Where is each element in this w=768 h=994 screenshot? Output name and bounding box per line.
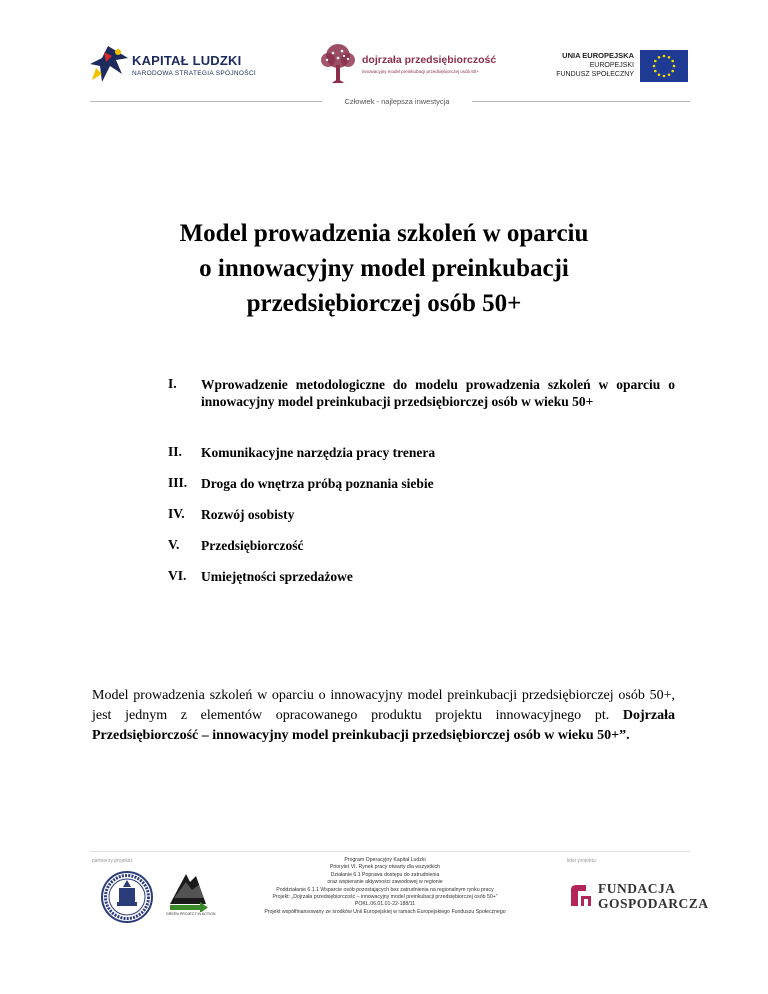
toc-number: II.: [168, 444, 182, 459]
toc-number: IV.: [168, 506, 185, 521]
green-logo-caption: GREEN PROJECT IN ACTION: [166, 912, 216, 916]
kapital-ludzki-emblem-icon: [88, 44, 130, 84]
toc-item-text: Przedsiębiorczość: [201, 538, 304, 553]
intro-bold-text: Dojrzała Przedsiębiorczość – innowacyjny model preinkubacji przedsiębiorczej osób w wieku 50+”.: [92, 707, 675, 743]
header-rule-right: [472, 101, 690, 102]
program-line: Projekt współfinansowany ze środków Unii Europejskiej w ramach Europejskiego Funduszu Społecznego: [264, 908, 506, 915]
ue-line3: FUNDUSZ SPOŁECZNY: [556, 71, 634, 78]
intro-paragraph: [92, 686, 675, 745]
title-line-3: przedsiębiorczej osób 50+: [246, 290, 522, 317]
title-line-2: o innowacyjny model preinkubacji: [199, 255, 569, 282]
toc-item-text: Umiejętności sprzedażowe: [201, 569, 353, 584]
program-line: Poddziałanie 6.1.1 Wsparcie osób pozostających bez zatrudnienia na regionalnym rynku pracy: [276, 886, 494, 893]
toc-item-text: Wprowadzenie metodologiczne do modelu prowadzenia szkoleń w oparciu o innowacyjny model preinkubacji przedsiębiorczej osób w wieku 50+: [201, 377, 675, 409]
program-line: Projekt: „Dojrzała przedsiębiorczość – innowacyjny model preinkubacji przedsiębiorczej osób 50+”: [272, 894, 498, 901]
ue-line1: UNIA EUROPEJSKA: [562, 51, 634, 60]
header-rule-left: [90, 101, 322, 102]
program-info: [240, 857, 530, 916]
partners-label: partnerzy projektu:: [92, 858, 134, 864]
program-line: Program Operacyjny Kapitał Ludzki: [344, 857, 426, 863]
toc-item-text: Komunikacyjne narzędzia pracy trenera: [201, 445, 436, 460]
dojrzala-logo: [318, 43, 508, 85]
page-title: [100, 216, 668, 321]
program-line: Działanie 6.1 Poprawa dostępu do zatrudnienia: [330, 871, 440, 878]
tagline: Człowiek - najlepsza inwestycja: [344, 97, 450, 106]
kapital-title: KAPITAŁ LUDZKI: [132, 53, 242, 68]
title-line-1: Model prowadzenia szkoleń w oparciu: [179, 220, 589, 247]
kapital-subtitle: NARODOWA STRATEGIA SPÓJNOŚCI: [132, 70, 256, 77]
eu-flag-icon: [640, 50, 688, 82]
green-project-icon: [166, 868, 210, 912]
tree-icon: [318, 43, 358, 85]
project-title: dojrzała przedsiębiorczość: [362, 54, 497, 66]
ue-logo: [548, 50, 688, 84]
university-seal-icon: [100, 870, 154, 924]
fundacja-line1: FUNDACJA: [598, 881, 676, 896]
green-project-logo: [166, 868, 216, 922]
program-line: oraz wspieranie aktywności zawodowej w regionie: [327, 879, 443, 886]
kapital-ludzki-logo: [88, 44, 256, 84]
toc-number: I.: [168, 376, 177, 391]
fundacja-line2: GOSPODARCZA: [598, 896, 709, 911]
toc-number: III.: [168, 475, 188, 490]
program-line: Priorytet VI. Rynek pracy otwarty dla wszystkich: [329, 864, 441, 871]
fundacja-logo: [568, 880, 709, 912]
toc-number: VI.: [168, 568, 187, 583]
fundacja-emblem-icon: [568, 882, 594, 908]
project-subtitle: innowacyjny model preinkubacji przedsiębiorczej osób 50+: [362, 69, 479, 74]
intro-text: Model prowadzenia szkoleń w oparciu o innowacyjny model preinkubacji przedsiębiorczej osób 50+, jest jednym z elementów opracowanego produktu projektu innowacyjnego pt.: [92, 688, 675, 723]
program-line: POKL.06.01.01-22-188/11: [354, 901, 416, 908]
footer-rule: [90, 851, 690, 852]
ue-line2: EUROPEJSKI: [589, 62, 634, 69]
toc-item-text: Droga do wnętrza próbą poznania siebie: [201, 476, 434, 491]
leader-label: lider projektu:: [567, 858, 598, 864]
toc-item-text: Rozwój osobisty: [201, 507, 295, 522]
toc-number: V.: [168, 537, 180, 552]
